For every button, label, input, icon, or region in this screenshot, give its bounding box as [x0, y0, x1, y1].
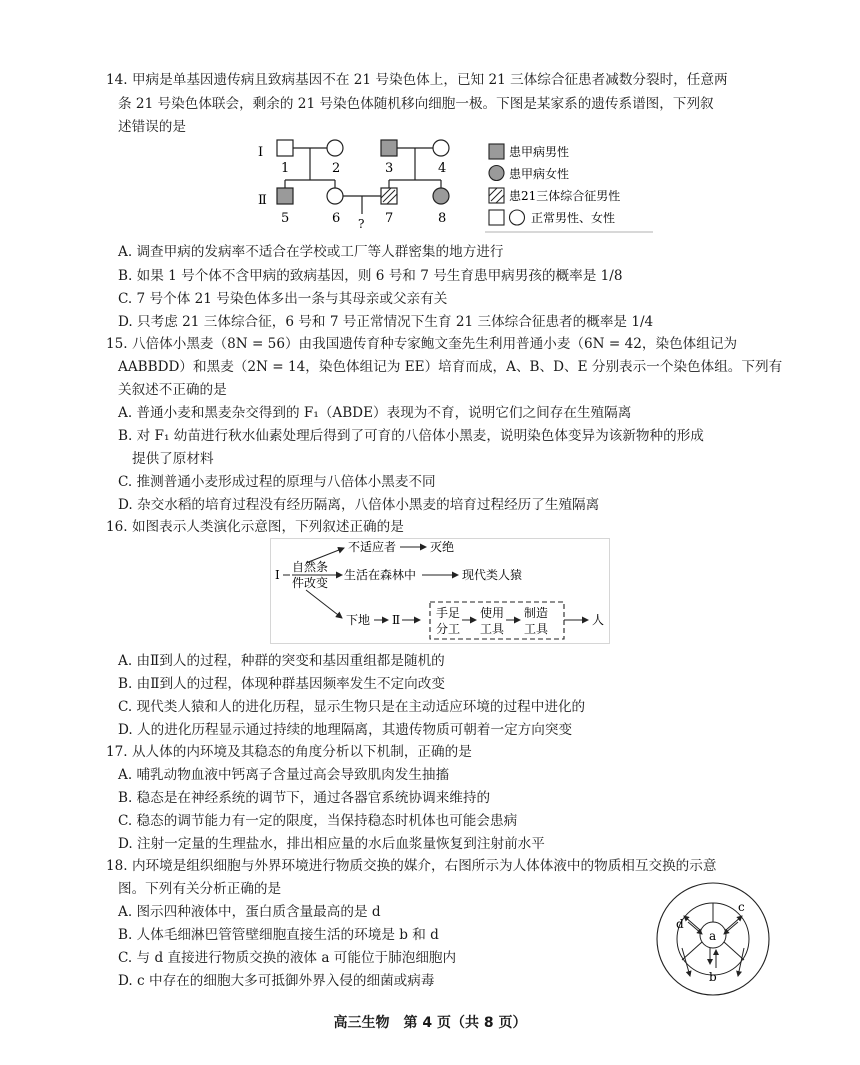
- q18-stem-line1: 18. 内环境是组织细胞与外界环境进行物质交换的媒介，右图所示为人体体液中的物质相互交换的示意: [106, 858, 717, 874]
- modern-ape-label: 现代类人猿: [462, 568, 523, 582]
- q14-stem-line2: 条 21 号染色体联会，剩余的 21 号染色体随机移向细胞一极。下图是某家系的遗传系谱图，下列叙: [118, 96, 714, 112]
- q16-option-a: A. 由Ⅱ到人的过程，种群的突变和基因重组都是随机的: [118, 653, 445, 669]
- fluid-label-a: a: [709, 929, 717, 943]
- forest-label: 生活在森林中: [344, 568, 417, 582]
- pedigree-figure: [255, 134, 655, 234]
- q14-stem-line1: 14. 甲病是单基因遗传病且致病基因不在 21 号染色体上，已知 21 三体综合征患者减数分裂时，任意两: [106, 72, 728, 88]
- ind3-label: 3: [385, 161, 394, 176]
- unknown-offspring-mark: ?: [358, 217, 365, 231]
- q15-stem-line1: 15. 八倍体小黑麦（8N = 56）由我国遗传育种专家鲍文奎先生利用普通小麦（6N = 42，染色体组记为: [106, 336, 738, 352]
- q15-stem-line2: AABBDD）和黑麦（2N = 14，染色体组记为 EE）培育而成，A、B、D、E 分别表示一个染色体组。下列有: [118, 359, 783, 375]
- q15-option-c: C. 推测普通小麦形成过程的原理与八倍体小黑麦不同: [118, 474, 436, 490]
- legend-normal: 正常男性、女性: [531, 211, 616, 225]
- ind6-label: 6: [332, 211, 341, 226]
- q16-option-c: C. 现代类人猿和人的进化历程，显示生物只是在主动适应环境的过程中进化的: [118, 699, 586, 715]
- q17-option-d: D. 注射一定量的生理盐水，排出相应量的水后血浆量恢复到注射前水平: [118, 836, 545, 852]
- hand-foot-line2: 分工: [436, 622, 461, 636]
- fig-stage-I: Ⅰ: [275, 568, 280, 582]
- ind4-label: 4: [438, 161, 447, 176]
- ind1-label: 1: [281, 161, 290, 176]
- individual-4: [433, 140, 449, 156]
- q14-option-d: D. 只考虑 21 三体综合征，6 号和 7 号正常情况下生育 21 三体综合征患者的概率是 1/4: [118, 314, 654, 330]
- ind5-label: 5: [281, 211, 290, 226]
- q17-stem: 17. 从人体的内环境及其稳态的角度分析以下机制，正确的是: [106, 744, 472, 760]
- hand-foot-line1: 手足: [436, 606, 461, 620]
- q15-option-b-line2: 提供了原材料: [132, 451, 214, 467]
- q18-option-d: D. c 中存在的细胞大多可抵御外界入侵的细菌或病毒: [118, 973, 435, 989]
- natural-change-line2: 件改变: [292, 576, 329, 590]
- page-footer: 高三生物 第 4 页（共 8 页）: [333, 1015, 527, 1031]
- gen2-label: Ⅱ: [258, 193, 267, 208]
- ind8-label: 8: [438, 211, 447, 226]
- q16-option-d: D. 人的进化历程显示通过持续的地理隔离，其遗传物质可朝着一定方向突变: [118, 722, 573, 738]
- q15-option-a: A. 普通小麦和黑麦杂交得到的 F₁（ABDE）表现为不育，说明它们之间存在生殖隔离: [118, 405, 632, 421]
- q16-stem: 16. 如图表示人类演化示意图，下列叙述正确的是: [106, 519, 404, 535]
- natural-change-line1: 自然条: [292, 560, 329, 574]
- use-tool-line1: 使用: [480, 606, 505, 620]
- fluid-label-d: d: [676, 917, 684, 931]
- individual-5: [277, 188, 293, 204]
- make-tool-line1: 制造: [524, 606, 549, 620]
- q18-stem-line2: 图。下列有关分析正确的是: [118, 881, 282, 897]
- ind2-label: 2: [332, 161, 341, 176]
- individual-1: [277, 140, 293, 156]
- unfit-label: 不适应者: [348, 540, 397, 554]
- legend-affected-male-icon: [489, 144, 504, 159]
- q18-option-a: A. 图示四种液体中，蛋白质含量最高的是 d: [118, 904, 381, 920]
- descend-ground-label: 下地: [346, 613, 371, 627]
- make-tool-line2: 工具: [524, 622, 549, 636]
- legend-normal-female-icon: [510, 210, 525, 225]
- legend-affected-male: 患甲病男性: [509, 145, 570, 159]
- individual-2: [327, 140, 343, 156]
- q15-option-d: D. 杂交水稻的培育过程没有经历隔离，八倍体小黑麦的培育过程经历了生殖隔离: [118, 497, 600, 513]
- q15-stem-line3: 关叙述不正确的是: [118, 382, 227, 398]
- individual-8: [433, 188, 449, 204]
- individual-6: [327, 188, 343, 204]
- fig-stage-II: Ⅱ: [392, 613, 401, 627]
- q17-option-c: C. 稳态的调节能力有一定的限度，当保持稳态时机体也可能会患病: [118, 813, 518, 829]
- legend-down-syndrome: 患21三体综合征男性: [509, 189, 621, 203]
- q14-option-a: A. 调查甲病的发病率不适合在学校或工厂等人群密集的地方进行: [118, 244, 504, 260]
- body-fluid-diagram: [652, 880, 774, 998]
- q16-option-b: B. 由Ⅱ到人的过程，体现种群基因频率发生不定向改变: [118, 676, 445, 692]
- individual-3: [381, 140, 397, 156]
- gen1-label: Ⅰ: [258, 145, 264, 160]
- use-tool-line2: 工具: [480, 622, 505, 636]
- legend-affected-female: 患甲病女性: [509, 167, 570, 181]
- q14-option-b: B. 如果 1 号个体不含甲病的致病基因，则 6 号和 7 号生育患甲病男孩的概率是 1/8: [118, 268, 623, 284]
- extinct-label: 灭绝: [430, 540, 455, 554]
- fluid-label-b: b: [709, 970, 717, 984]
- legend-affected-female-icon: [489, 166, 504, 181]
- fluid-label-c: c: [738, 900, 745, 914]
- q14-option-c: C. 7 号个体 21 号染色体多出一条与其母亲或父亲有关: [118, 291, 448, 307]
- q17-option-a: A. 哺乳动物血液中钙离子含量过高会导致肌肉发生抽搐: [118, 767, 450, 783]
- evolution-flowchart: [270, 538, 610, 644]
- q17-option-b: B. 稳态是在神经系统的调节下，通过各器官系统协调来维持的: [118, 790, 491, 806]
- human-label: 人: [592, 613, 605, 627]
- ind7-label: 7: [385, 211, 394, 226]
- q18-option-c: C. 与 d 直接进行物质交换的液体 a 可能位于肺泡细胞内: [118, 950, 457, 966]
- q18-option-b: B. 人体毛细淋巴管管壁细胞直接生活的环境是 b 和 d: [118, 927, 439, 943]
- q14-stem-line3: 述错误的是: [118, 119, 186, 135]
- q15-option-b-line1: B. 对 F₁ 幼苗进行秋水仙素处理后得到了可育的八倍体小黑麦，说明染色体变异为该新物种的形成: [118, 428, 704, 444]
- legend-normal-male-icon: [489, 210, 504, 225]
